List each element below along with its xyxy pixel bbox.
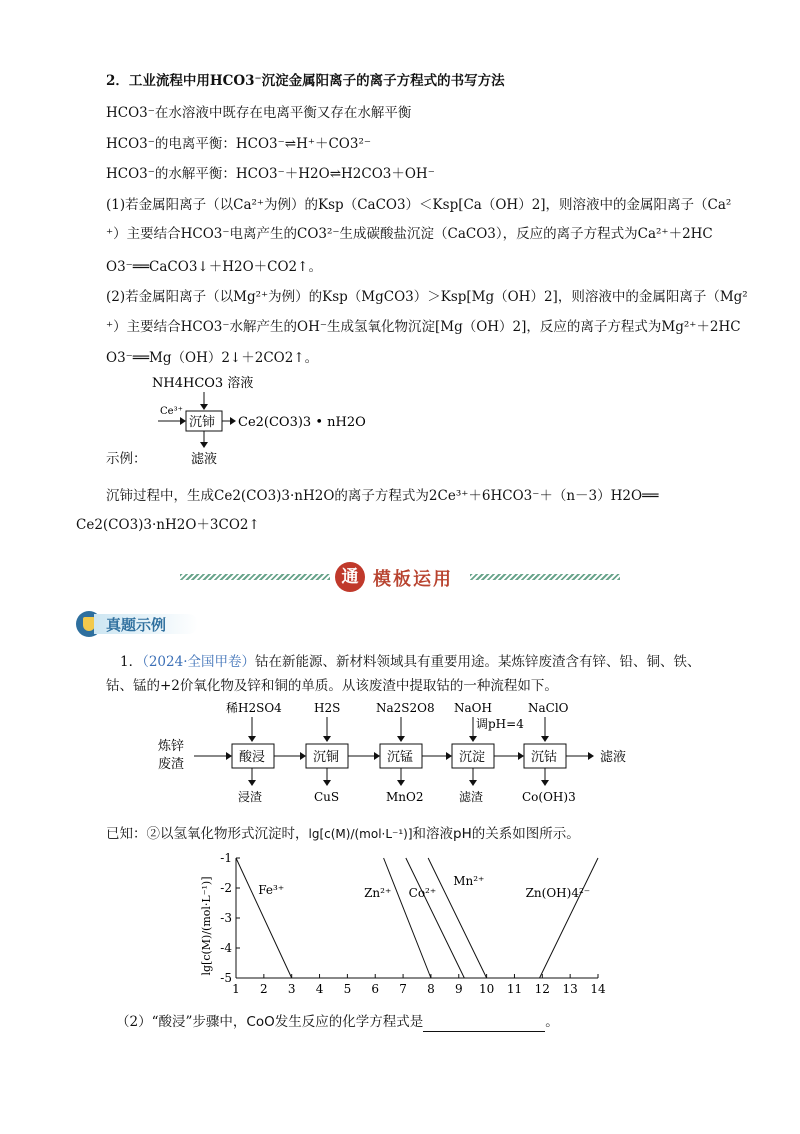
chart-y-tick-label: -2: [220, 881, 232, 895]
flow-box-label-5: 沉钴: [531, 750, 558, 765]
flow-reagent-3: Na2S2O8: [376, 701, 435, 715]
question-source: （2024·全国甲卷）: [142, 654, 255, 670]
sub-question: （2）“酸浸”步骤中，CoO发生反应的化学方程式是 。: [116, 1014, 559, 1030]
chart-x-tick-label: 6: [371, 982, 380, 996]
case1-line1: (1)若金属阳离子（以Ca²⁺为例）的Ksp（CaCO3）＜Ksp[Ca（OH）2]，则溶液中的金属阳离子（Ca²: [106, 197, 732, 213]
flow-box-label-1: 酸浸: [239, 750, 266, 765]
chart-x-tick-label: 10: [478, 982, 495, 996]
chart-series-line: [540, 858, 598, 978]
chart-x-tick-label: 2: [260, 982, 268, 996]
chart-x-tick-label: 12: [534, 982, 550, 996]
section-heading: 2．工业流程中用HCO3⁻沉淀金属阳离子的离子方程式的书写方法: [106, 73, 505, 89]
flow-box-label-4: 沉淀: [459, 750, 486, 765]
chart-series-line: [236, 858, 292, 978]
template-banner: [180, 562, 620, 592]
flow-reagent-4: NaOH: [454, 701, 492, 715]
chart-series-label: Fe³⁺: [258, 883, 285, 897]
precipitation-chart: [190, 848, 620, 998]
chart-x-tick-label: 3: [287, 982, 296, 996]
example-equation-line1: 沉铈过程中，生成Ce2(CO3)3·nH2O的离子方程式为2Ce³⁺＋6HCO3⁻＋（n－3）H2O══: [106, 488, 659, 504]
question-line2: 钴、锰的+2价氧化物及锌和铜的单质。从该废渣中提取钴的一种流程如下。: [106, 678, 558, 694]
example-label: 示例：: [106, 451, 147, 467]
answer-blank[interactable]: [423, 1017, 545, 1032]
case2-line1: (2)若金属阳离子（以Mg²⁺为例）的Ksp（MgCO3）＞Ksp[Mg（OH）2]，则溶液中的金属阳离子（Mg²: [106, 289, 748, 305]
example-filtrate: 滤液: [191, 452, 218, 467]
flow-end: 滤液: [600, 750, 627, 765]
example-top-reagent: NH4HCO3 溶液: [152, 376, 254, 391]
chart-series-line: [384, 858, 431, 978]
chart-series-label: Mn²⁺: [453, 874, 485, 888]
process-flow-diagram: [150, 698, 650, 810]
flow-reagent-5: NaClO: [528, 701, 569, 715]
known-line: 已知：②以氢氧化物形式沉淀时，lg[c(M)/(mol·L⁻¹)]和溶液pH的关系如图所示。: [106, 826, 580, 842]
banner-badge: 通: [335, 562, 365, 592]
case2-line2: ⁺）主要结合HCO3⁻水解产生的OH⁻生成氢氧化物沉淀[Mg（OH）2]，反应的离子方程式为Mg²⁺＋2HC: [106, 319, 741, 335]
chart-x-tick-label: 9: [454, 982, 463, 996]
chart-series-label: Co²⁺: [408, 886, 437, 900]
case2-line3: O3⁻══Mg（OH）2↓＋2CO2↑。: [106, 350, 319, 366]
known-math: lg[c(M)/(mol·L⁻¹)]: [308, 827, 413, 841]
chart-x-tick-label: 5: [343, 982, 352, 996]
banner-title: 模板运用: [373, 569, 453, 590]
chart-x-tick-label: 14: [590, 982, 606, 996]
chart-y-tick-label: -1: [220, 851, 232, 865]
hydrolysis-equilibrium: HCO3⁻的水解平衡：HCO3⁻＋H2O⇌H2CO3＋OH⁻: [106, 166, 435, 182]
flow-box-label-3: 沉锰: [387, 750, 414, 765]
chart-x-tick-label: 8: [427, 982, 435, 996]
flow-out-2: CuS: [314, 790, 340, 804]
example-equation-line2: Ce2(CO3)3·nH2O＋3CO2↑: [76, 517, 260, 533]
chart-ylabel: lg[c(M)/(mol·L⁻¹)]: [200, 876, 213, 976]
chart-y-tick-label: -3: [220, 911, 232, 925]
example-product: Ce2(CO3)3 • nH2O: [238, 415, 366, 430]
section-tag: [76, 611, 200, 637]
chart-x-tick-label: 1: [232, 982, 240, 996]
chart-x-tick-label: 4: [315, 982, 324, 996]
question-line1: 1．（2024·全国甲卷）钴在新能源、新材料领域具有重要用途。某炼锌废渣含有锌、铅、铜、铁、: [120, 654, 701, 670]
flow-out-3: MnO2: [386, 790, 424, 804]
flow-reagent-2: H2S: [314, 701, 341, 715]
sub-question-formula: CoO: [246, 1014, 275, 1030]
flow-box-label-2: 沉铜: [313, 750, 340, 765]
flow-start-2: 废渣: [158, 757, 185, 772]
flow-out-1: 浸渣: [238, 790, 263, 804]
flow-reagent-4b: 调pH=4: [476, 717, 524, 731]
flow-reagent-1: 稀H2SO4: [226, 701, 282, 715]
chart-x-tick-label: 7: [399, 982, 407, 996]
ionization-equilibrium: HCO3⁻的电离平衡：HCO3⁻⇌H⁺＋CO3²⁻: [106, 136, 372, 152]
chart-y-tick-label: -5: [220, 971, 232, 985]
case1-line3: O3⁻══CaCO3↓＋H2O＋CO2↑。: [106, 259, 322, 275]
chart-y-tick-label: -4: [220, 941, 232, 955]
section-tag-title: 真题示例: [106, 616, 167, 634]
flow-out-5: Co(OH)3: [522, 790, 576, 804]
chart-series-label: Zn(OH)4²⁻: [525, 886, 591, 900]
case1-line2: ⁺）主要结合HCO3⁻电离产生的CO3²⁻生成碳酸盐沉淀（CaCO3），反应的离子方程式为Ca²⁺＋2HC: [106, 226, 713, 242]
chart-x-tick-label: 11: [506, 982, 523, 996]
chart-x-tick-label: 13: [562, 982, 578, 996]
flow-out-4: 滤渣: [459, 790, 484, 804]
example-box-label: 沉铈: [189, 415, 216, 430]
example-left-reagent: Ce³⁺: [160, 406, 183, 417]
known-ph: pH: [453, 826, 472, 842]
flow-start-1: 炼锌: [158, 739, 185, 754]
intro-line: HCO3⁻在水溶液中既存在电离平衡又存在水解平衡: [106, 105, 412, 121]
chart-series-label: Zn²⁺: [364, 886, 392, 900]
